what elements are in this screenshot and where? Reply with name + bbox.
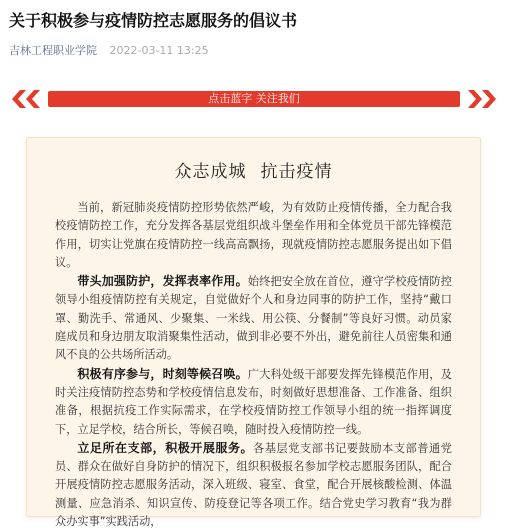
paragraph-text: 各基层党支部书记要鼓励本支部普通党员、群众在做好自身防护的情况下，组织积极报名参加学校志愿服务团队，配合开展疫情防控志愿服务活动，深入班级、寝室、食堂，配合开展核酸检测、体温测量、应急消杀、知识宣传、防疫登记等各项工作。结合党史学习教育“我为群众办实事”实践活动， bbox=[55, 441, 452, 529]
paragraph-lead: 立足所在支部，积极开展服务。 bbox=[77, 440, 254, 455]
letter-heading-right: 抗击疫情 bbox=[260, 162, 333, 182]
article-meta bbox=[9, 44, 209, 58]
letter-heading-left: 众志成城 bbox=[174, 162, 247, 182]
paragraph-text: 广大科处级干部要发挥先锋模范作用，及时关注疫情防控态势和学校疫情信息发布，时刻做好思想准备、工作准备、组织准备，根据抗疫工作实际需求，在学校疫情防控工作领导小组的统一指挥调度下，立足学校，结合所长，等候召唤，随时投入疫情防控一线。 bbox=[55, 367, 452, 436]
letter-heading bbox=[27, 160, 480, 184]
follow-us-button[interactable]: 点击蓝字 关注我们 bbox=[48, 91, 460, 107]
letter-paragraph bbox=[55, 199, 452, 272]
account-name-link[interactable]: 吉林工程职业学院 bbox=[9, 44, 97, 57]
paragraph-text: 始终把安全放在首位，遵守学校疫情防控领导小组疫情防控有关规定，自觉做好个人和身边同事的防护工作，坚持“戴口罩、勤洗手、常通风、少聚集、一米线、用公筷、分餐制”等良好习惯。动员家庭成员和身边朋友取消聚集性活动，做到非必要不外出，避免前往人员密集和通风不良的公共场所活动。 bbox=[55, 275, 452, 362]
article-title: 关于积极参与疫情防控志愿服务的倡议书 bbox=[9, 11, 298, 30]
paragraph-lead: 带头加强防护，发挥表率作用。 bbox=[77, 274, 248, 289]
publish-date: 2022-03-11 13:25 bbox=[109, 44, 209, 57]
chevron-left-decoration-icon bbox=[462, 88, 498, 110]
letter-paragraph bbox=[55, 365, 452, 439]
letter-body bbox=[55, 199, 452, 531]
chevron-right-decoration-icon bbox=[10, 88, 46, 110]
paragraph-lead: 积极有序参与，时刻等候召唤。 bbox=[77, 366, 248, 381]
letter-paragraph bbox=[55, 272, 452, 364]
follow-banner bbox=[10, 88, 498, 110]
proposal-letter-card bbox=[26, 137, 481, 529]
letter-paragraph bbox=[55, 439, 452, 531]
paragraph-text: 当前，新冠肺炎疫情防控形势依然严峻，为有效防止疫情传播，全力配合我校疫情防控工作，充分发挥各基层党组织战斗堡垒作用和全体党员干部先锋模范作用，切实让党旗在疫情防控一线高高飘扬，现就疫情防控志愿服务提出如下倡议。 bbox=[55, 201, 452, 269]
